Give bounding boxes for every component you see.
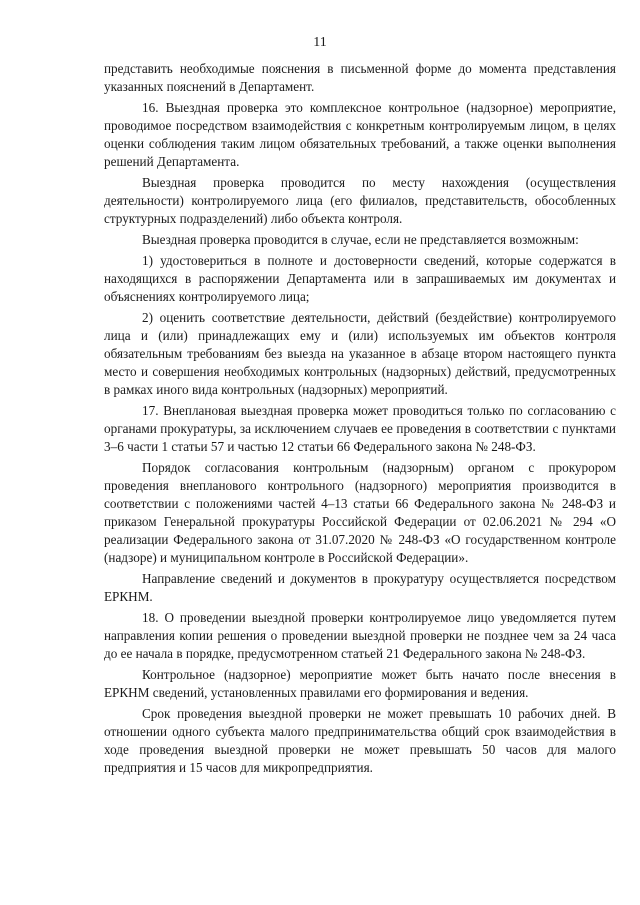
paragraph-conditions-intro: Выездная проверка проводится в случае, если не представляется возможным: [142,232,579,247]
paragraph-item-17: 17. Внеплановая выездная проверка может проводиться только по согласованию с органами прокуратуры, за исключением случаев ее проведения в соответствии с пунктами 3–6 части 1 статьи 57 и частью 12 статьи 66 Федерального закона № 248-ФЗ. [104,403,616,454]
paragraph-item-16: 16. Выездная проверка это комплексное контрольное (надзорное) мероприятие, проводимое посредством взаимодействия с конкретным контролируемым лицом, в целях оценки соблюдения таким лицом обязательных требований, а также оценки выполнения решений Департамента. [104,100,616,169]
paragraph-condition-2: 2) оценить соответствие деятельности, действий (бездействие) контролируемого лица и (или) принадлежащих ему и (или) используемых им объектов контроля обязательным требованиям без выезда на указанное в абзаце втором настоящего пункта место и совершения необходимых контрольных (надзорных) действий, предусмотренных в рамках иного вида контрольных (надзорных) мероприятий. [104,310,616,397]
paragraph-duration-limit: Срок проведения выездной проверки не может превышать 10 рабочих дней. В отношении одного субъекта малого предпринимательства общий срок взаимодействия в ходе проведения выездной проверки не может превышать 50 часов для малого предприятия и 15 часов для микропредприятия. [104,706,616,775]
paragraph-approval-procedure: Порядок согласования контрольным (надзорным) органом с прокурором проведения внепланового контрольного (надзорного) мероприятия производится в соответствии с положениями частей 4–13 статьи 66 Федерального закона № 248-ФЗ и приказом Генеральной прокуратуры Российской Федерации от 02.06.2021 № 294 «О реализации Федерального закона от 31.07.2020 № 248-ФЗ «О государственном контроле (надзоре) и муниципальном контроле в Российской Федерации». [104,460,616,565]
document-body [104,60,616,780]
paragraph-start-condition: Контрольное (надзорное) мероприятие может быть начато после внесения в ЕРКНМ сведений, установленных правилами его формирования и ведения. [104,667,616,700]
paragraph-continuation: представить необходимые пояснения в письменной форме до момента представления указанных пояснений в Департамент. [104,61,616,94]
paragraph-site-location: Выездная проверка проводится по месту нахождения (осуществления деятельности) контролируемого лица (его филиалов, представительств, обособленных структурных подразделений) либо объекта контроля. [104,175,616,226]
paragraph-erknm-submission: Направление сведений и документов в прокуратуру осуществляется посредством ЕРКНМ. [104,571,616,604]
page-number: 11 [313,35,327,50]
paragraph-condition-1: 1) удостовериться в полноте и достоверности сведений, которые содержатся в находящихся в распоряжении Департамента или в запрашиваемых им документах и объяснениях контролируемого лица; [104,253,616,304]
paragraph-item-18: 18. О проведении выездной проверки контролируемое лицо уведомляется путем направления копии решения о проведении выездной проверки не позднее чем за 24 часа до ее начала в порядке, предусмотренном статьей 21 Федерального закона № 248-ФЗ. [104,610,616,661]
